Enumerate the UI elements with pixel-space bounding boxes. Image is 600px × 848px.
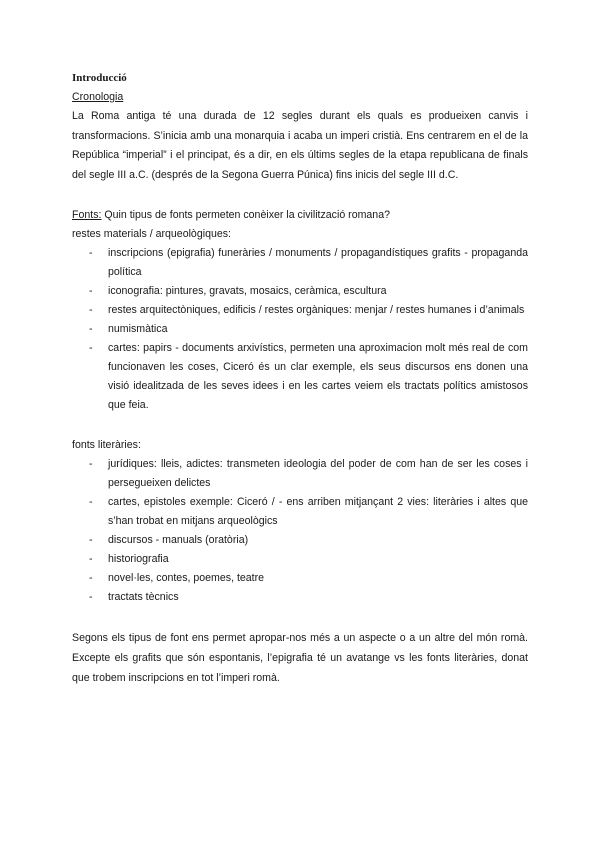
literary-sources-list: [72, 455, 528, 607]
list-item: - numismàtica: [108, 320, 528, 339]
list-item: - historiografia: [108, 550, 528, 569]
list-item: - cartes: papirs - documents arxivístics, permeten una aproximacion molt més real de com funcionaven les coses, Ciceró és un clar exemple, els seus discursos ens donen una visió idealitzada de les seves idees i en les cartes veiem els tractats polítics amistosos que feia.: [108, 339, 528, 415]
document-title: Introducció: [72, 72, 127, 84]
closing-section: [72, 628, 528, 688]
spacer: [72, 185, 528, 206]
list-item: - inscripcions (epigrafia) funeràries / monuments / propagandístiques grafits - propaganda política: [108, 244, 528, 282]
sources-label: Fonts:: [72, 209, 102, 221]
chronology-paragraph: La Roma antiga té una durada de 12 segles durant els quals es produeixen canvis i transformacions. S’inicia amb una monarquia i acaba un imperi cristià. Ens centrarem en el de la República “imperial” i el principat, és a dir, en els últims segles de la etapa republicana de finals del segle III a.C. (després de la Segona Guerra Púnica) fins inicis del segle III d.C.: [72, 110, 528, 181]
list-item: - iconografia: pintures, gravats, mosaics, ceràmica, escultura: [108, 282, 528, 301]
list-item: - jurídiques: lleis, adictes: transmeten ideologia del poder de com han de ser les coses i persegueixen delictes: [108, 455, 528, 493]
sources-question: [72, 206, 528, 225]
literary-sources-title: fonts literàries:: [72, 439, 141, 451]
spacer: [72, 415, 528, 436]
sources-question-text: Quin tipus de fonts permeten conèixer la civilització romana?: [101, 209, 390, 221]
material-sources-title: restes materials / arqueològiques:: [72, 228, 231, 240]
document-page: [72, 68, 528, 688]
material-sources-list: [72, 244, 528, 415]
section-chronology-title: Cronologia: [72, 91, 124, 103]
spacer: [72, 607, 528, 628]
list-item: - cartes, epistoles exemple: Ciceró / - ens arriben mitjançant 2 vies: literàries i altes que s’han trobat en mitjans arqueològics: [108, 493, 528, 531]
list-item: - discursos - manuals (oratòria): [108, 531, 528, 550]
list-item: - restes arquitectòniques, edificis / restes orgàniques: menjar / restes humanes i d’animals: [108, 301, 528, 320]
list-item: - tractats tècnics: [108, 588, 528, 607]
list-item: - novel·les, contes, poemes, teatre: [108, 569, 528, 588]
closing-paragraph: Segons els tipus de font ens permet apropar-nos més a un aspecte o a un altre del món romà. Excepte els grafits que són espontanis, l’epigrafia té un avatange vs les fonts literàries, donat que trobem inscripcions en tot l’imperi romà.: [72, 632, 528, 684]
